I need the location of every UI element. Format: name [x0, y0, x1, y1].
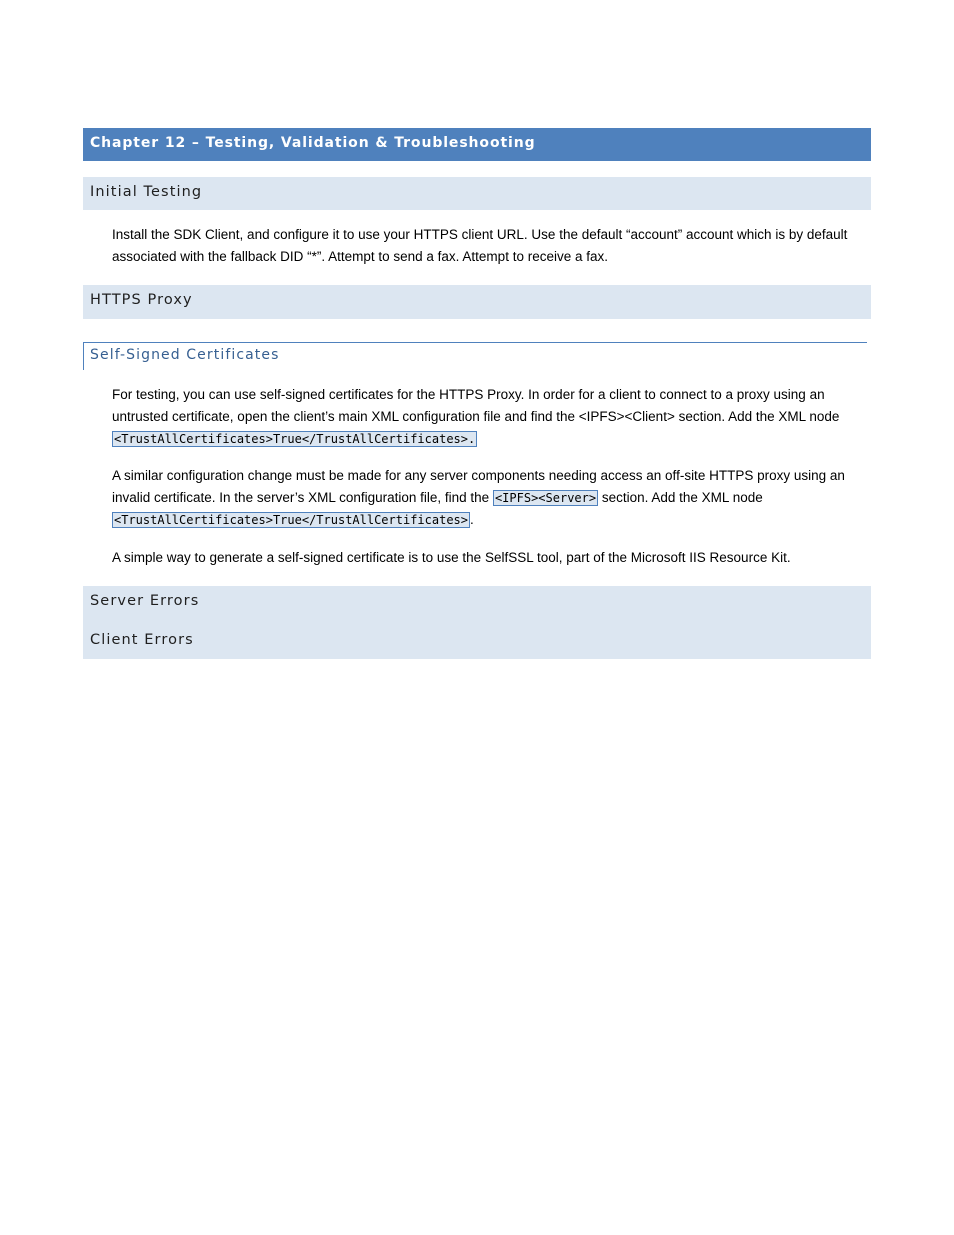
paragraph-text: A similar configuration change must be made for any server components needing access an off-site HTTPS proxy using an invalid certificate. In the server’s XML configuration file, find the: [112, 468, 845, 505]
section-heading-server-errors: Server Errors: [90, 593, 200, 609]
subsection-heading-self-signed: [83, 342, 867, 370]
paragraph-text: .: [470, 512, 474, 527]
code-trust-all-certificates: <TrustAllCertificates>True</TrustAllCertificates>: [114, 513, 469, 527]
chapter-heading: Chapter 12 – Testing, Validation & Troubleshooting: [83, 128, 871, 161]
initial-testing-paragraph: Install the SDK Client, and configure it to use your HTTPS client URL. Use the default “account” account which is by default associated with the fallback DID “*”. Attempt to send a fax. Attempt to receive a fax.: [112, 227, 848, 264]
section-heading-initial-testing: Initial Testing: [83, 177, 871, 210]
code-trust-all-certificates: <TrustAllCertificates>True</TrustAllCertificates>.: [114, 432, 476, 446]
self-signed-paragraph-2: [112, 465, 852, 531]
paragraph-text: section. Add the XML node: [598, 490, 763, 505]
error-sections-block: [83, 586, 871, 659]
section-heading-https-proxy: HTTPS Proxy: [83, 285, 871, 319]
self-signed-paragraph-3: A simple way to generate a self-signed certificate is to use the SelfSSL tool, part of the Microsoft IIS Resource Kit.: [112, 550, 791, 565]
paragraph-text: For testing, you can use self-signed certificates for the HTTPS Proxy. In order for a client to connect to a proxy using an untrusted certificate, open the client’s main XML configuration file and find the <IPFS><Client> section. Add the XML node: [112, 387, 840, 424]
subsection-title: Self-Signed Certificates: [90, 347, 280, 363]
self-signed-paragraph-1: [112, 384, 852, 450]
section-heading-client-errors: Client Errors: [90, 632, 194, 648]
code-ipfs-server: <IPFS><Server>: [494, 491, 597, 505]
